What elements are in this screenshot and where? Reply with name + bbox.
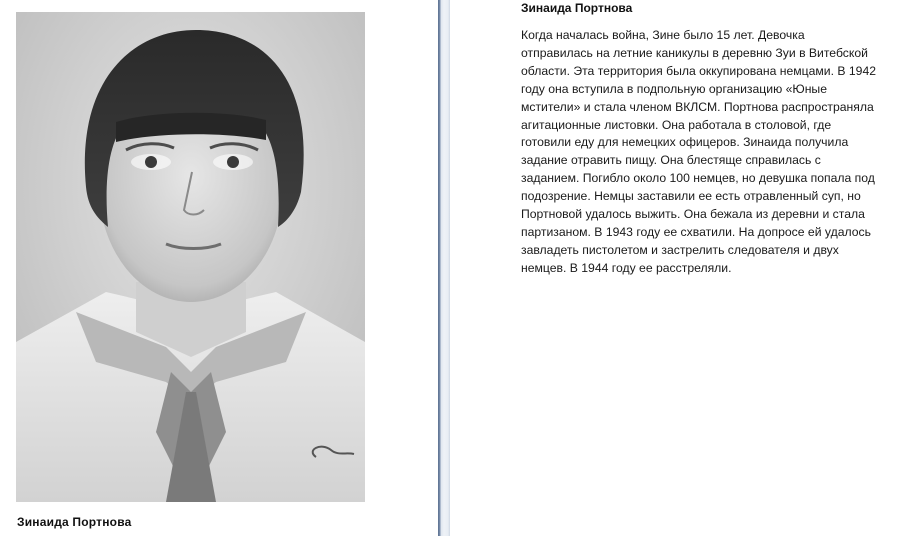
article-title: Зинаида Портнова <box>521 1 633 15</box>
article-body: Когда началась война, Зине было 15 лет. Девочка отправилась на летние каникулы в деревню Зуи в Витебской области. Эта территория была оккупирована немцами. В 1942 году она вступила в подпольную организацию «Юные мстители» и стала членом ВКЛСМ. Портнова распространяла агитационные листовки. Она работала в столовой, где готовили еду для немецких офицеров. Зинаида получила задание отравить пищу. Она блестяще справилась с заданием. Погибло около 100 немцев, но девушка попала под подозрение. Немцы заставили ее есть отравленный суп, но Портновой удалось выжить. Она бежала из деревни и стала партизаном. В 1943 году ее схватили. На допросе ей удалось завладеть пистолетом и застрелить следователя и двух немцев. В 1944 году ее расстреляли. <box>521 28 877 275</box>
portrait-caption: Зинаида Портнова <box>17 515 132 529</box>
portrait-drawing <box>16 12 365 502</box>
left-page <box>0 0 440 536</box>
right-page <box>450 0 917 536</box>
portrait-image <box>16 12 365 502</box>
page-divider <box>438 0 450 536</box>
